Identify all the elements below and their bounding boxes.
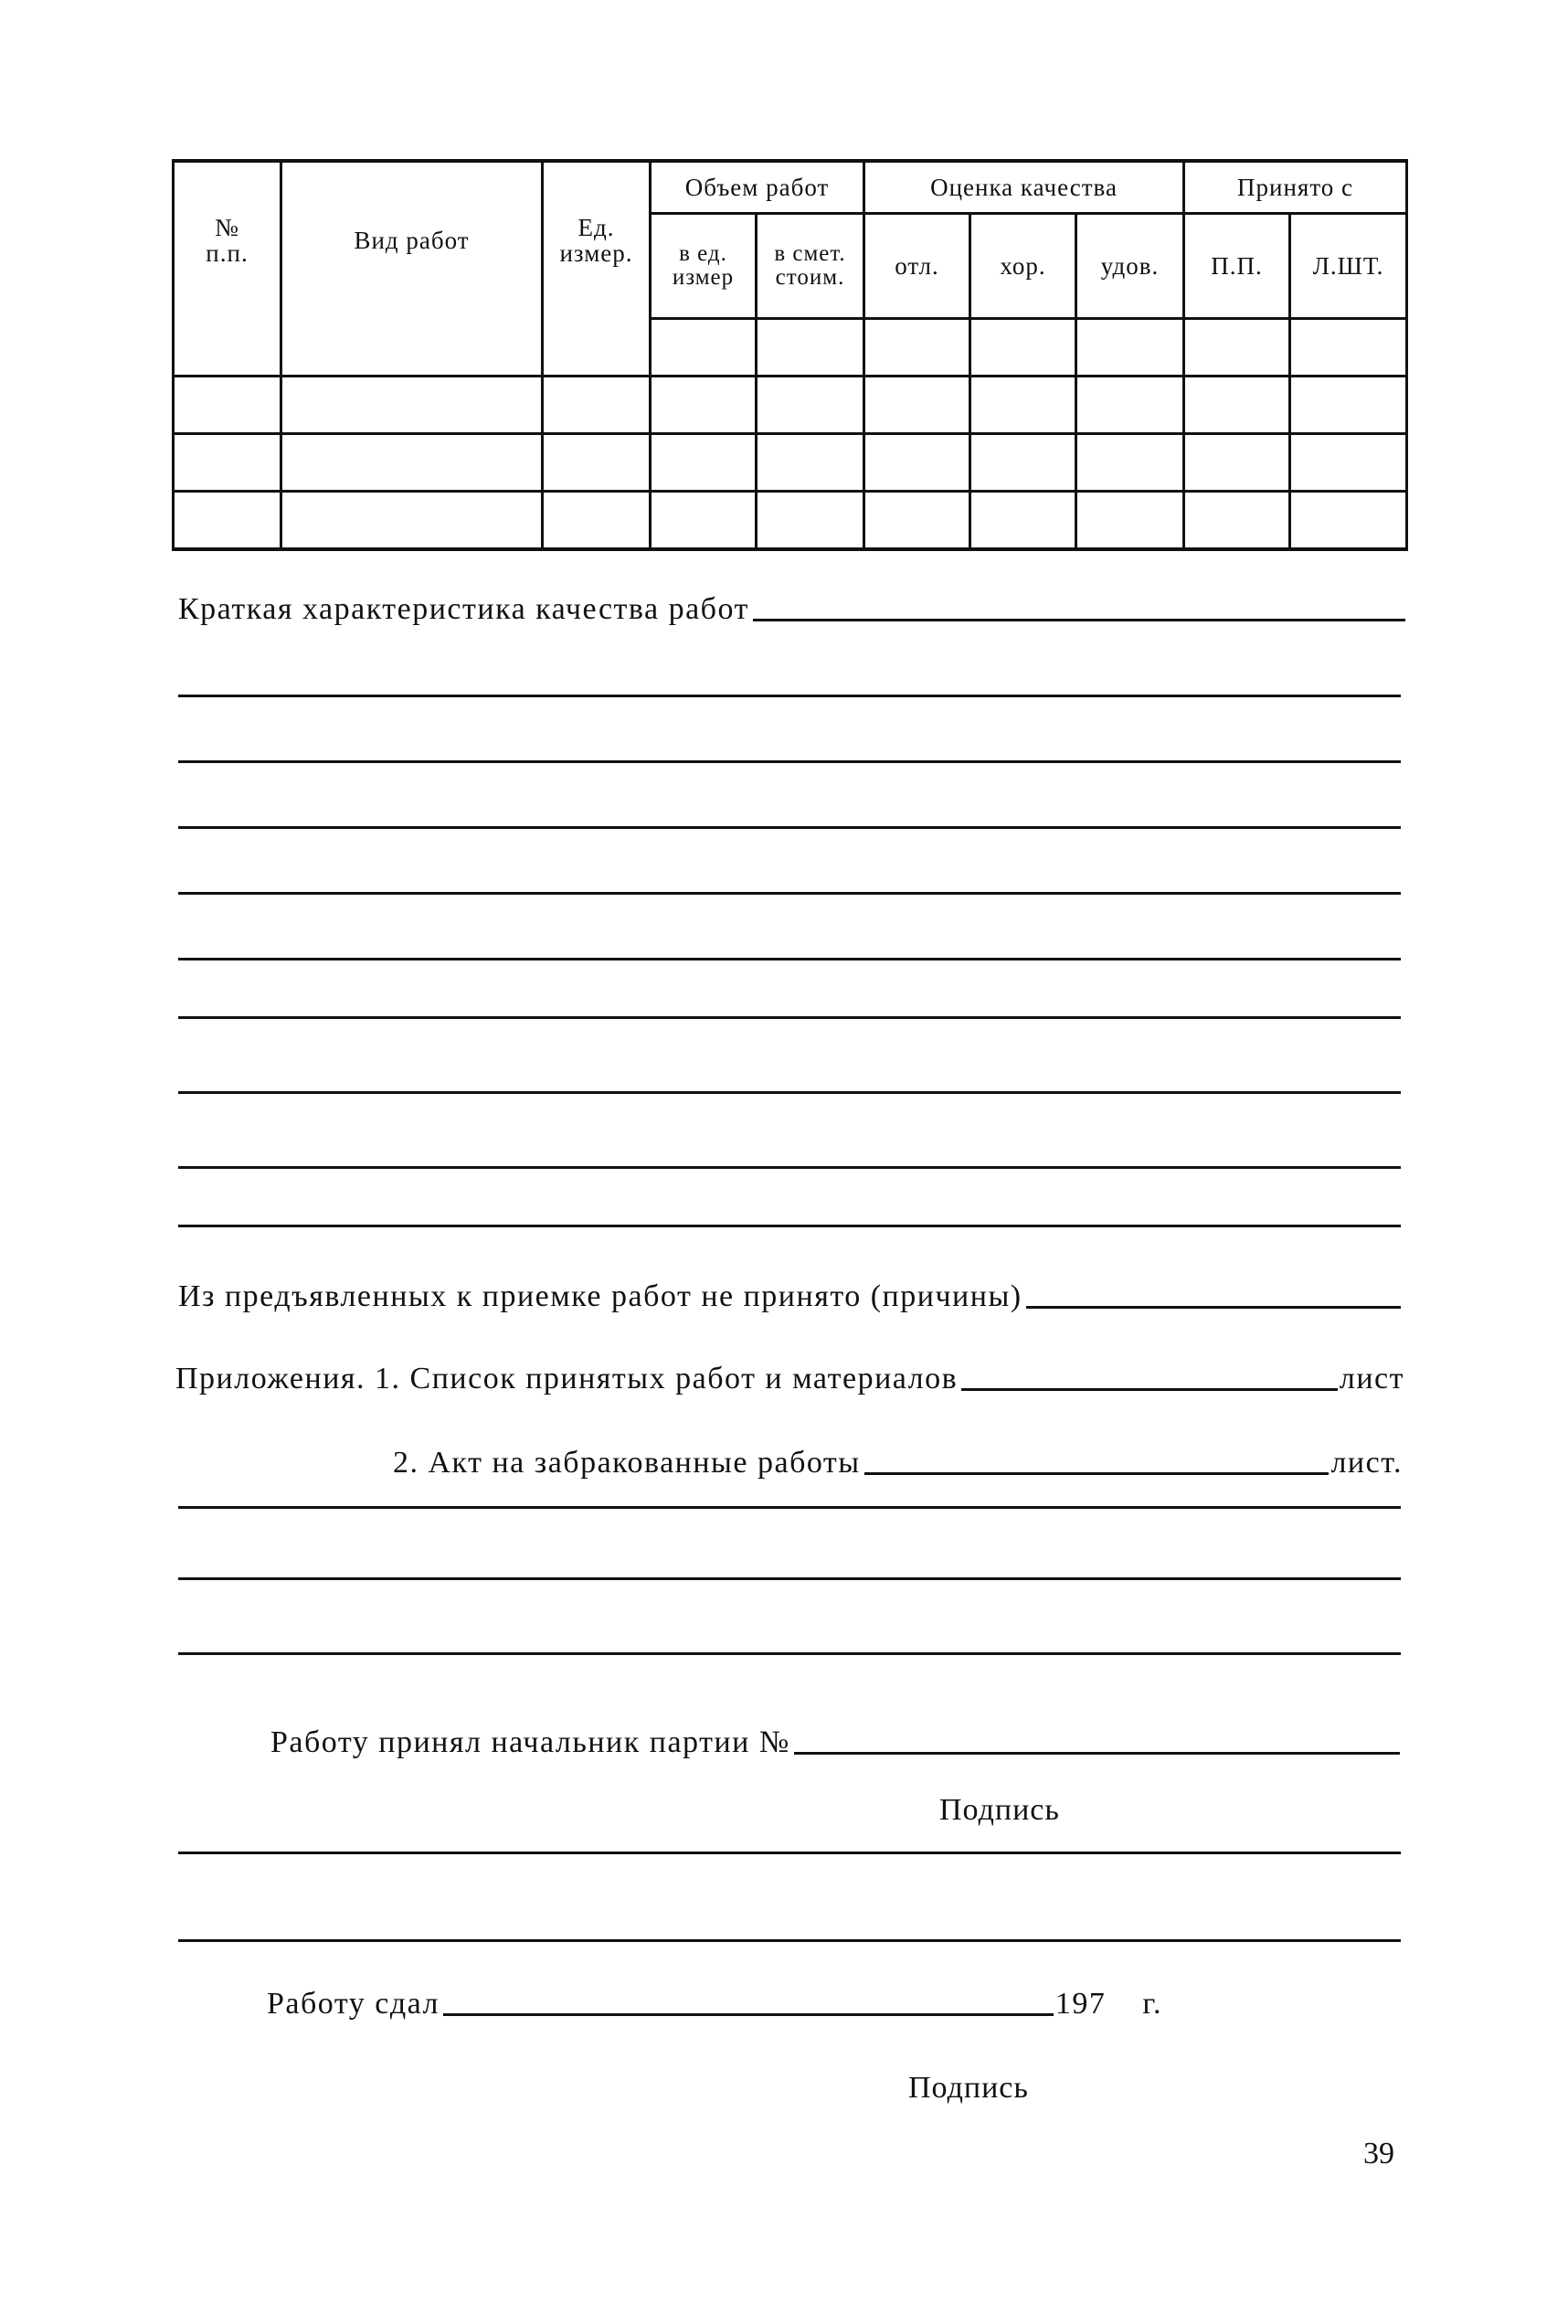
- col-header-volume-cost: в смет. стоим.: [757, 214, 864, 319]
- table-row: [174, 377, 1407, 434]
- table-cell[interactable]: [543, 434, 651, 492]
- signature-label-handed: Подпись: [908, 2071, 1029, 2105]
- signature-line-accepted[interactable]: [178, 1852, 1401, 1854]
- quality-summary-line[interactable]: [178, 958, 1401, 960]
- table-cell[interactable]: [651, 377, 757, 434]
- col-header-accepted-lsht: Л.ШТ.: [1290, 214, 1407, 319]
- page-number: 39: [1363, 2137, 1394, 2170]
- col-header-quality-excellent: отл.: [864, 214, 970, 319]
- table-cell[interactable]: [1076, 377, 1184, 434]
- table-cell[interactable]: [281, 377, 543, 434]
- appendices-label: Приложения. 1. Список принятых работ и материалов: [175, 1362, 959, 1395]
- table-cell[interactable]: [1184, 434, 1290, 492]
- not-accepted-field[interactable]: [1026, 1306, 1401, 1309]
- col-group-quality: Оценка качества: [864, 161, 1184, 214]
- table-row: [174, 319, 1407, 377]
- handed-over-label: Работу сдал: [267, 1987, 440, 2021]
- year-suffix: г.: [1142, 1987, 1162, 2021]
- accepted-by-label: Работу принял начальник партии №: [270, 1725, 790, 1759]
- table-cell[interactable]: [543, 492, 651, 550]
- quality-summary-line[interactable]: [178, 826, 1401, 829]
- table-cell[interactable]: [1290, 492, 1407, 550]
- table-cell[interactable]: [281, 492, 543, 550]
- col-group-accepted: Принято с: [1184, 161, 1407, 214]
- appendix-line[interactable]: [178, 1652, 1401, 1655]
- year-label: 197: [1054, 1987, 1107, 2021]
- table-cell[interactable]: [757, 492, 864, 550]
- table-row: [174, 434, 1407, 492]
- table-cell[interactable]: [1184, 377, 1290, 434]
- handed-over-field[interactable]: [443, 2013, 1054, 2016]
- table-cell[interactable]: [651, 492, 757, 550]
- table-row: [174, 492, 1407, 550]
- not-accepted-row: [178, 1279, 1403, 1314]
- table-cell[interactable]: [1076, 492, 1184, 550]
- table-cell[interactable]: [864, 492, 970, 550]
- quality-summary-field[interactable]: [753, 619, 1405, 621]
- table-cell[interactable]: [281, 319, 543, 377]
- quality-summary-line[interactable]: [178, 1166, 1401, 1169]
- table-cell[interactable]: [970, 319, 1076, 377]
- table-cell[interactable]: [174, 319, 281, 377]
- table-cell[interactable]: [174, 492, 281, 550]
- table-cell[interactable]: [864, 319, 970, 377]
- col-header-quality-satisfactory: удов.: [1076, 214, 1184, 319]
- party-number-field[interactable]: [794, 1752, 1400, 1755]
- appendix-2-sheets-field[interactable]: [864, 1472, 1330, 1475]
- table-cell[interactable]: [864, 377, 970, 434]
- table-cell[interactable]: [1290, 377, 1407, 434]
- table-cell[interactable]: [1076, 434, 1184, 492]
- col-group-volume: Объем работ: [651, 161, 864, 214]
- table-cell[interactable]: [543, 319, 651, 377]
- table-cell[interactable]: [174, 434, 281, 492]
- appendix-1-suffix: лист: [1339, 1362, 1404, 1395]
- table-cell[interactable]: [1076, 319, 1184, 377]
- quality-summary-line[interactable]: [178, 1225, 1401, 1227]
- quality-summary-line[interactable]: [178, 1016, 1401, 1019]
- table-cell[interactable]: [174, 377, 281, 434]
- col-header-quality-good: хор.: [970, 214, 1076, 319]
- quality-summary-line[interactable]: [178, 892, 1401, 895]
- table-cell[interactable]: [651, 319, 757, 377]
- quality-summary-line[interactable]: [178, 1091, 1401, 1094]
- handed-over-row: [267, 1987, 1162, 2022]
- appendix-2-label: 2. Акт на забракованные работы: [393, 1446, 861, 1480]
- appendix-line[interactable]: [178, 1506, 1401, 1509]
- table-cell[interactable]: [1290, 319, 1407, 377]
- table-cell[interactable]: [970, 492, 1076, 550]
- table-cell[interactable]: [543, 377, 651, 434]
- table-cell[interactable]: [1290, 434, 1407, 492]
- table-cell[interactable]: [970, 377, 1076, 434]
- table-cell[interactable]: [864, 434, 970, 492]
- table-cell[interactable]: [1184, 492, 1290, 550]
- quality-summary-line[interactable]: [178, 760, 1401, 763]
- table-cell[interactable]: [757, 377, 864, 434]
- appendix-1-row: [175, 1362, 1404, 1396]
- quality-summary-row: [178, 592, 1407, 627]
- table-cell[interactable]: [757, 319, 864, 377]
- quality-summary-label: Краткая характеристика качества работ: [178, 592, 749, 626]
- not-accepted-label: Из предъявленных к приемке работ не принято (причины): [178, 1279, 1022, 1313]
- signature-label-accepted: Подпись: [939, 1793, 1060, 1827]
- appendix-2-row: [393, 1446, 1403, 1480]
- quality-summary-line[interactable]: [178, 695, 1401, 697]
- accepted-extra-line[interactable]: [178, 1939, 1401, 1942]
- table-cell[interactable]: [281, 434, 543, 492]
- table-cell[interactable]: [757, 434, 864, 492]
- col-header-accepted-pp: П.П.: [1184, 214, 1290, 319]
- table-cell[interactable]: [970, 434, 1076, 492]
- accepted-by-row: [270, 1725, 1402, 1760]
- col-header-number: № п.п.: [174, 161, 281, 319]
- col-header-volume-units: в ед. измер: [651, 214, 757, 319]
- works-table: [172, 159, 1405, 551]
- col-header-unit: Ед. измер.: [543, 161, 651, 319]
- appendix-2-suffix: лист.: [1330, 1446, 1403, 1480]
- table-cell[interactable]: [1184, 319, 1290, 377]
- appendix-1-sheets-field[interactable]: [961, 1388, 1338, 1391]
- table-cell[interactable]: [651, 434, 757, 492]
- col-header-work-type: Вид работ: [281, 161, 543, 319]
- appendix-line[interactable]: [178, 1577, 1401, 1580]
